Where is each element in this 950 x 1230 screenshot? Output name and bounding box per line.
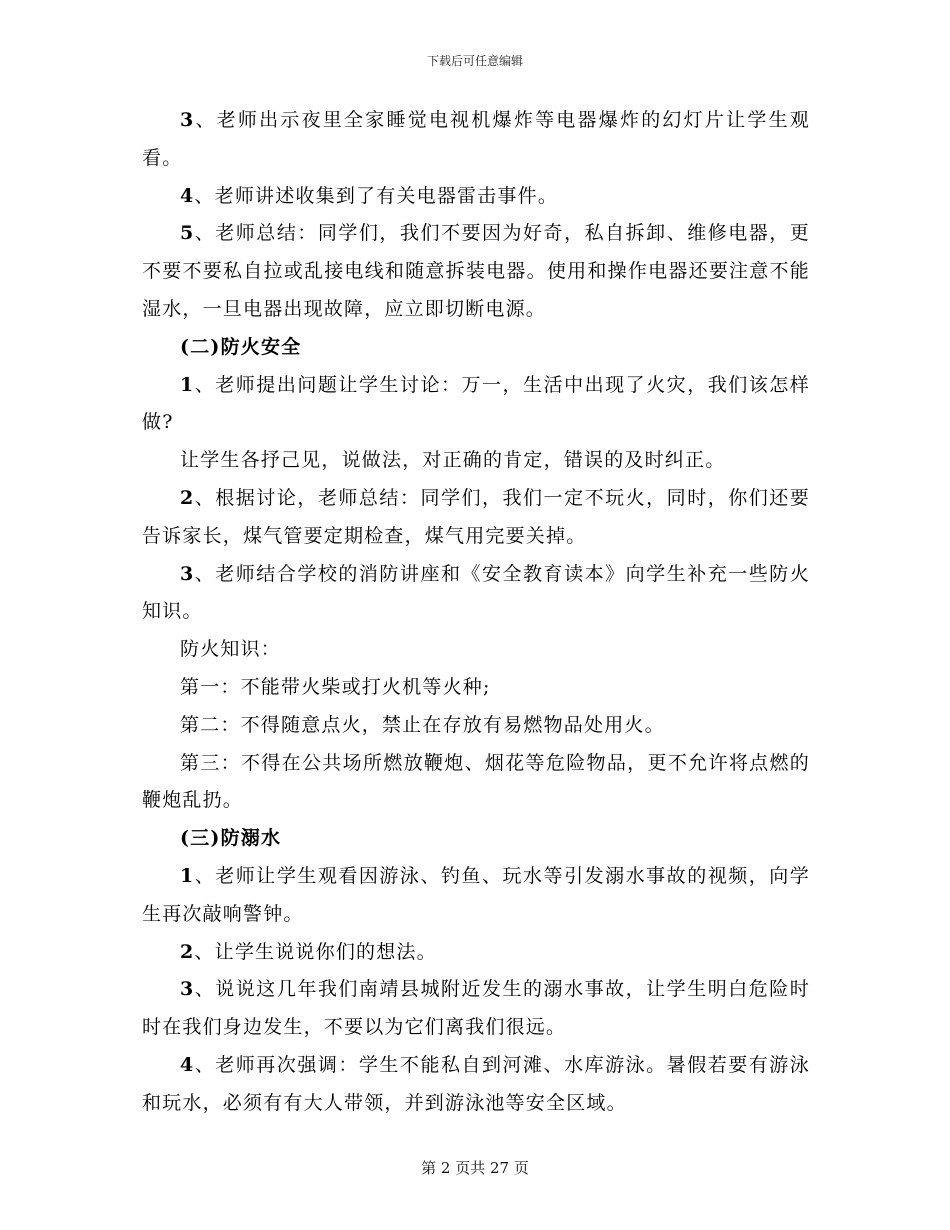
section-heading-fire-safety: (二)防火安全 xyxy=(180,335,302,358)
page-header: 下载后可任意编辑 xyxy=(426,54,523,68)
paragraph: 5、老师总结：同学们，我们不要因为好奇，私自拆卸、维修电器，更不要不要私自拉或乱接电线和随意拆装电器。使用和操作电器还要注意不能湿水，一旦电器出现故障，应立即切断电源。 xyxy=(142,222,810,320)
document-body xyxy=(142,102,810,1123)
section-heading-drowning: (三)防溺水 xyxy=(180,827,282,850)
paragraph: 3、老师结合学校的消防讲座和《安全教育读本》向学生补充一些防火知识。 xyxy=(142,562,810,623)
list-item: 第三：不得在公共场所燃放鞭炮、烟花等危险物品，更不允许将点燃的鞭炮乱扔。 xyxy=(142,751,810,812)
paragraph: 1、老师让学生观看因游泳、钓鱼、玩水等引发溺水事故的视频，向学生再次敲响警钟。 xyxy=(142,864,810,925)
paragraph: 让学生各抒己见，说做法，对正确的肯定，错误的及时纠正。 xyxy=(180,449,726,472)
paragraph: 4、老师再次强调：学生不能私自到河滩、水库游泳。暑假若要有游泳和玩水，必须有有大人带领，并到游泳池等安全区域。 xyxy=(142,1053,810,1114)
list-item: 第二：不得随意点火，禁止在存放有易燃物品处用火。 xyxy=(180,713,665,736)
paragraph: 3、老师出示夜里全家睡觉电视机爆炸等电器爆炸的幻灯片让学生观看。 xyxy=(142,109,810,169)
page-footer: 第 2 页共 27 页 xyxy=(421,1159,529,1177)
paragraph: 2、让学生说说你们的想法。 xyxy=(180,940,437,963)
paragraph: 1、老师提出问题让学生讨论：万一，生活中出现了火灾，我们该怎样做? xyxy=(142,373,810,434)
paragraph: 2、根据讨论，老师总结：同学们，我们一定不玩火，同时，你们还要告诉家长，煤气管要定期检查，煤气用完要关掉。 xyxy=(142,486,810,547)
paragraph: 3、说说这几年我们南靖县城附近发生的溺水事故，让学生明白危险时时在我们身边发生，不要以为它们离我们很远。 xyxy=(142,978,810,1039)
paragraph: 防火知识： xyxy=(180,638,282,661)
list-item: 第一：不能带火柴或打火机等火种; xyxy=(180,675,491,698)
paragraph: 4、老师讲述收集到了有关电器雷击事件。 xyxy=(180,184,559,207)
